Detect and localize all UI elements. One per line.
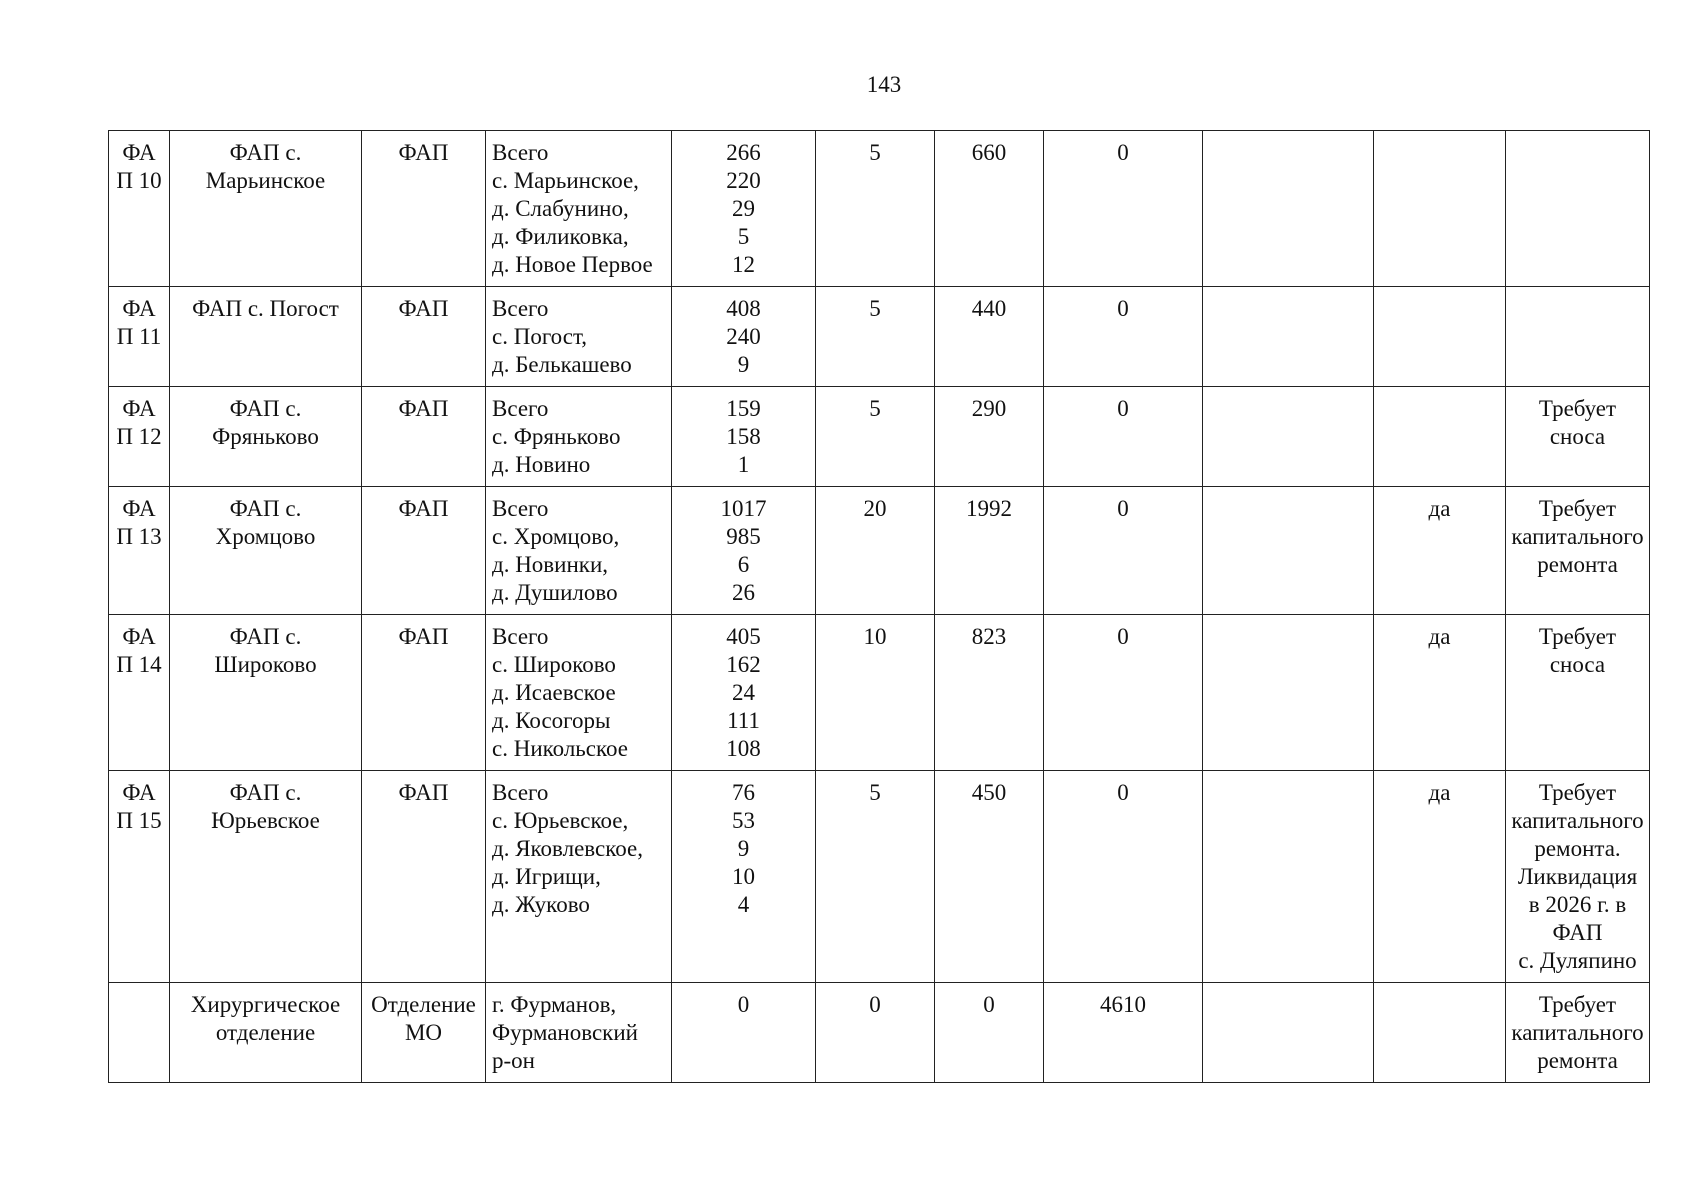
cell-line: 266 — [726, 140, 761, 165]
extra-cell — [1203, 983, 1374, 1083]
staff-cell: 0 — [816, 983, 935, 1083]
service-area-cell — [486, 983, 672, 1083]
cell-line: с. Юрьевское, — [492, 808, 629, 833]
cell-line: ФАП с. — [229, 396, 302, 421]
cell-line: 5 — [737, 224, 750, 249]
area-value-cell: 823 — [935, 615, 1044, 771]
cell-line: ФА — [122, 496, 156, 521]
cell-line: д. Новое Первое — [492, 252, 653, 277]
facility-name-cell — [170, 983, 362, 1083]
cell-line: Фряньково — [212, 424, 319, 449]
extra-cell — [1203, 131, 1374, 287]
cell-line: д. Яковлевское, — [492, 836, 643, 861]
cell-line: с. Фряньково — [492, 424, 621, 449]
capacity-value-cell: 0 — [1044, 615, 1203, 771]
cell-line: 53 — [732, 808, 755, 833]
cell-line: ФАП — [398, 624, 449, 649]
service-area-cell — [486, 487, 672, 615]
cell-line: П 13 — [116, 524, 162, 549]
table-row — [109, 487, 1650, 615]
note-cell — [1506, 487, 1650, 615]
population-cell — [672, 615, 816, 771]
cell-line: 6 — [737, 552, 750, 577]
population-cell — [672, 387, 816, 487]
note-line: ремонта — [1537, 552, 1618, 577]
facility-type-cell — [362, 615, 486, 771]
cell-line: 405 — [726, 624, 761, 649]
cell-line: Отделение — [371, 992, 476, 1017]
cell-line: ФАП с. — [229, 780, 302, 805]
cell-line: 12 — [732, 252, 755, 277]
note-line: ФАП — [1552, 920, 1603, 945]
cell-line: д. Душилово — [492, 580, 618, 605]
cell-line: д. Жуково — [492, 892, 590, 917]
facilities-table — [108, 130, 1650, 1083]
cell-line: П 12 — [116, 424, 162, 449]
cell-line: д. Исаевское — [492, 680, 616, 705]
cell-line: д. Косогоры — [492, 708, 611, 733]
cell-line: ФА — [122, 624, 156, 649]
cell-line: с. Хромцово, — [492, 524, 620, 549]
cell-line: 0 — [737, 992, 750, 1017]
cell-line: с. Марьинское, — [492, 168, 639, 193]
table-row — [109, 287, 1650, 387]
cell-line: г. Фурманов, — [492, 992, 617, 1017]
cell-line: ФА — [122, 296, 156, 321]
area-value-cell: 290 — [935, 387, 1044, 487]
cell-line: д. Белькашево — [492, 352, 632, 377]
capacity-value-cell: 0 — [1044, 771, 1203, 983]
cell-line: с. Никольское — [492, 736, 629, 761]
population-cell — [672, 771, 816, 983]
service-area-cell — [486, 615, 672, 771]
note-line: капитального — [1511, 808, 1644, 833]
cell-line: МО — [404, 1020, 443, 1045]
cell-line: ФА — [122, 140, 156, 165]
facility-type-cell — [362, 983, 486, 1083]
facility-type-cell — [362, 287, 486, 387]
facility-code-cell — [109, 487, 170, 615]
cell-line: 158 — [726, 424, 761, 449]
facility-name-cell — [170, 387, 362, 487]
staff-cell: 5 — [816, 287, 935, 387]
flag-cell — [1374, 983, 1506, 1083]
cell-line: 111 — [727, 708, 760, 733]
cell-line: Всего — [492, 496, 549, 521]
note-cell — [1506, 983, 1650, 1083]
cell-line: д. Игрищи, — [492, 864, 601, 889]
capacity-value-cell: 4610 — [1044, 983, 1203, 1083]
facility-name-cell — [170, 487, 362, 615]
staff-cell: 5 — [816, 131, 935, 287]
area-value-cell: 450 — [935, 771, 1044, 983]
cell-line: Хромцово — [215, 524, 316, 549]
cell-line: ФАП — [398, 780, 449, 805]
table-row — [109, 387, 1650, 487]
note-line: в 2026 г. в — [1528, 892, 1627, 917]
population-cell — [672, 983, 816, 1083]
cell-line: ФАП — [398, 396, 449, 421]
cell-line: ФА — [122, 780, 156, 805]
facility-code-cell — [109, 615, 170, 771]
cell-line: ФАП — [398, 496, 449, 521]
facility-type-cell — [362, 771, 486, 983]
note-line: капитального — [1511, 1020, 1644, 1045]
extra-cell — [1203, 387, 1374, 487]
note-cell — [1506, 615, 1650, 771]
cell-line: 240 — [726, 324, 761, 349]
facility-code-cell — [109, 131, 170, 287]
note-line: капитального — [1511, 524, 1644, 549]
cell-line: 220 — [726, 168, 761, 193]
note-cell — [1506, 771, 1650, 983]
cell-line: П 11 — [116, 324, 162, 349]
cell-line: д. Филиковка, — [492, 224, 629, 249]
cell-line: Всего — [492, 396, 549, 421]
staff-cell: 5 — [816, 387, 935, 487]
cell-line: 408 — [726, 296, 761, 321]
facility-type-cell — [362, 487, 486, 615]
staff-cell: 10 — [816, 615, 935, 771]
service-area-cell — [486, 387, 672, 487]
extra-cell — [1203, 287, 1374, 387]
cell-line: д. Слабунино, — [492, 196, 629, 221]
cell-line: 76 — [732, 780, 755, 805]
note-line: ремонта — [1537, 1048, 1618, 1073]
facility-name-cell — [170, 131, 362, 287]
facility-code-cell — [109, 771, 170, 983]
flag-cell — [1374, 131, 1506, 287]
cell-line: 108 — [726, 736, 761, 761]
service-area-cell — [486, 771, 672, 983]
note-line: Требует — [1538, 496, 1617, 521]
table-row — [109, 131, 1650, 287]
note-line: Требует — [1538, 396, 1617, 421]
cell-line: Хирургическое — [190, 992, 341, 1017]
cell-line: Марьинское — [205, 168, 326, 193]
note-line: сноса — [1549, 424, 1606, 449]
staff-cell: 20 — [816, 487, 935, 615]
note-line: с. Дуляпино — [1518, 948, 1637, 973]
extra-cell — [1203, 487, 1374, 615]
population-cell — [672, 131, 816, 287]
service-area-cell — [486, 131, 672, 287]
facility-type-cell — [362, 131, 486, 287]
cell-line: 29 — [732, 196, 755, 221]
area-value-cell: 660 — [935, 131, 1044, 287]
cell-line: 9 — [737, 352, 750, 377]
population-cell — [672, 287, 816, 387]
capacity-value-cell: 0 — [1044, 287, 1203, 387]
facility-code-cell — [109, 287, 170, 387]
cell-line: 9 — [737, 836, 750, 861]
facility-name-cell — [170, 771, 362, 983]
cell-line: 10 — [732, 864, 755, 889]
cell-line: Всего — [492, 140, 549, 165]
cell-line: 1 — [737, 452, 750, 477]
cell-line: П 15 — [116, 808, 162, 833]
cell-line: ФАП с. Погост — [192, 296, 339, 321]
population-cell — [672, 487, 816, 615]
cell-line: ФА — [122, 396, 156, 421]
cell-line: д. Новино — [492, 452, 591, 477]
capacity-value-cell: 0 — [1044, 387, 1203, 487]
cell-line: ФАП с. — [229, 140, 302, 165]
cell-line: Юрьевское — [211, 808, 320, 833]
note-line: Требует — [1538, 780, 1617, 805]
flag-cell: да — [1374, 615, 1506, 771]
cell-line: 985 — [726, 524, 761, 549]
cell-line: отделение — [215, 1020, 316, 1045]
cell-line: с. Широково — [492, 652, 616, 677]
note-line: Ликвидация — [1517, 864, 1638, 889]
cell-line: Фурмановский — [492, 1020, 638, 1045]
area-value-cell: 0 — [935, 983, 1044, 1083]
cell-line: 1017 — [720, 496, 767, 521]
area-value-cell: 440 — [935, 287, 1044, 387]
cell-line: с. Погост, — [492, 324, 588, 349]
note-line: Требует — [1538, 992, 1617, 1017]
table-row — [109, 983, 1650, 1083]
cell-line: р-он — [492, 1048, 535, 1073]
note-cell — [1506, 131, 1650, 287]
note-line: Требует — [1538, 624, 1617, 649]
table-row — [109, 771, 1650, 983]
cell-line: П 14 — [116, 652, 162, 677]
cell-line: 24 — [732, 680, 755, 705]
table-body — [109, 131, 1650, 1083]
cell-line: Всего — [492, 780, 549, 805]
cell-line: Всего — [492, 296, 549, 321]
area-value-cell: 1992 — [935, 487, 1044, 615]
cell-line: 26 — [732, 580, 755, 605]
staff-cell: 5 — [816, 771, 935, 983]
cell-line: ФАП — [398, 140, 449, 165]
note-line: ремонта. — [1534, 836, 1621, 861]
table-row — [109, 615, 1650, 771]
flag-cell — [1374, 287, 1506, 387]
service-area-cell — [486, 287, 672, 387]
note-cell — [1506, 287, 1650, 387]
cell-line: Широково — [214, 652, 317, 677]
capacity-value-cell: 0 — [1044, 487, 1203, 615]
note-line: сноса — [1549, 652, 1606, 677]
cell-line: ФАП — [398, 296, 449, 321]
facility-name-cell — [170, 615, 362, 771]
facility-name-cell — [170, 287, 362, 387]
cell-line: ФАП с. — [229, 496, 302, 521]
note-cell — [1506, 387, 1650, 487]
cell-line: 4 — [737, 892, 750, 917]
cell-line: Всего — [492, 624, 549, 649]
extra-cell — [1203, 615, 1374, 771]
facility-type-cell — [362, 387, 486, 487]
facility-code-cell — [109, 983, 170, 1083]
facility-code-cell — [109, 387, 170, 487]
cell-line: П 10 — [116, 168, 162, 193]
cell-line: ФАП с. — [229, 624, 302, 649]
cell-line: д. Новинки, — [492, 552, 609, 577]
flag-cell — [1374, 387, 1506, 487]
page-number: 143 — [866, 72, 902, 97]
cell-line: 159 — [726, 396, 761, 421]
capacity-value-cell: 0 — [1044, 131, 1203, 287]
cell-line: 162 — [726, 652, 761, 677]
flag-cell: да — [1374, 771, 1506, 983]
flag-cell: да — [1374, 487, 1506, 615]
extra-cell — [1203, 771, 1374, 983]
